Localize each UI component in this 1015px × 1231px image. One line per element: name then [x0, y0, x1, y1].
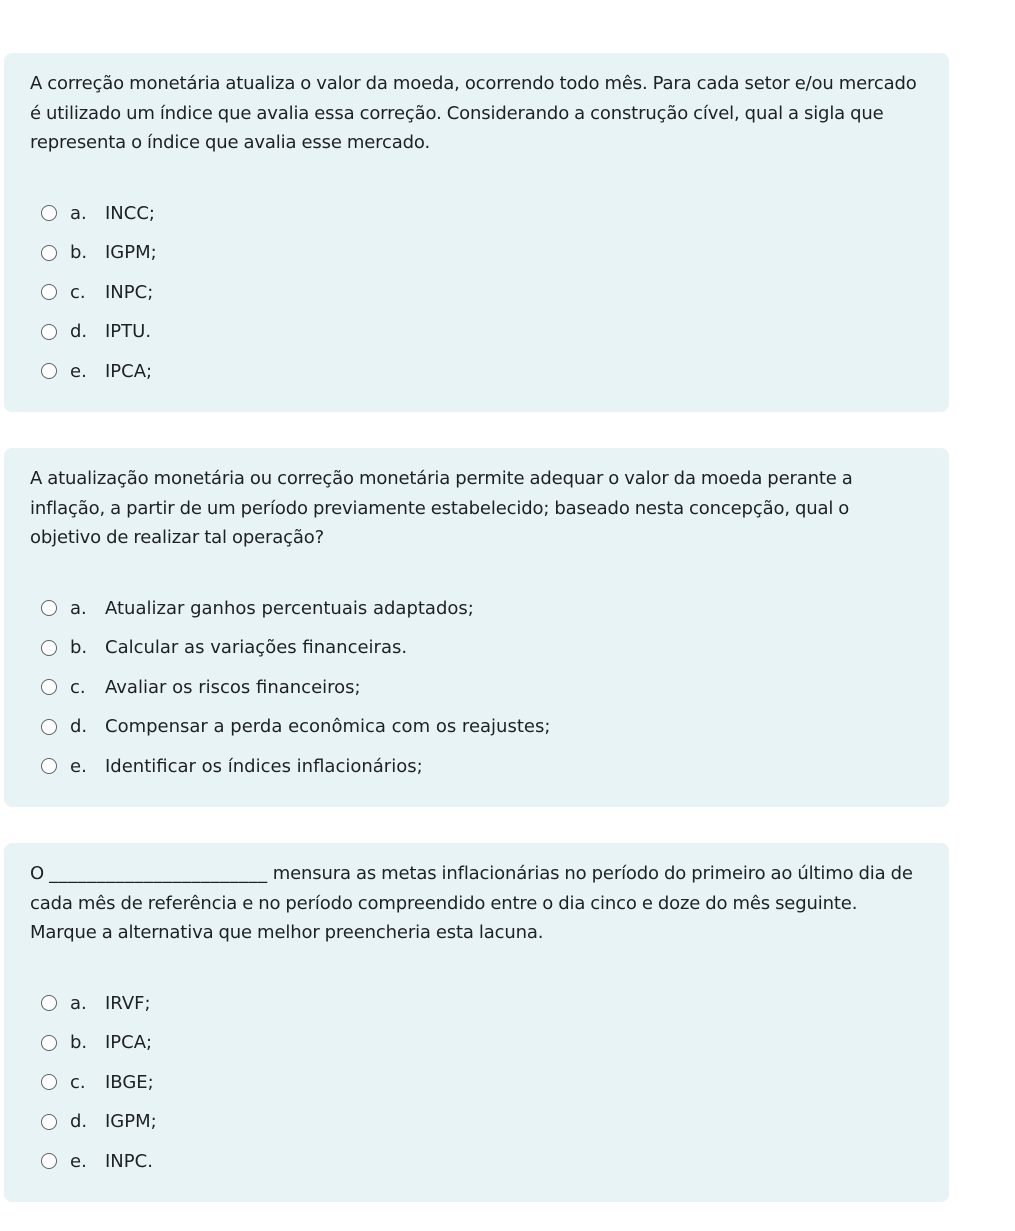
- radio-button[interactable]: [41, 1074, 57, 1090]
- radio-button[interactable]: [41, 640, 57, 656]
- option-letter: a.: [70, 597, 87, 619]
- answer-option-e[interactable]: [30, 747, 923, 787]
- answer-option-d[interactable]: [30, 1102, 923, 1142]
- question-card-1: [4, 53, 949, 412]
- question-card-3: [4, 843, 949, 1202]
- option-letter: a.: [70, 992, 87, 1014]
- radio-button[interactable]: [41, 284, 57, 300]
- radio-button[interactable]: [41, 245, 57, 261]
- radio-button[interactable]: [41, 1035, 57, 1051]
- option-label: Calcular as variações financeiras.: [105, 637, 408, 659]
- option-letter: b.: [70, 637, 88, 659]
- option-label: INPC.: [105, 1150, 153, 1172]
- option-letter: a.: [70, 202, 87, 224]
- answer-option-a[interactable]: [30, 194, 923, 234]
- radio-button[interactable]: [41, 600, 57, 616]
- option-label: IRVF;: [105, 992, 151, 1014]
- answer-option-b[interactable]: [30, 1023, 923, 1063]
- option-letter: c.: [70, 281, 86, 303]
- option-label: INPC;: [105, 281, 154, 303]
- answer-option-e[interactable]: [30, 1142, 923, 1182]
- option-letter: d.: [70, 321, 88, 343]
- option-label: Atualizar ganhos percentuais adaptados;: [105, 597, 474, 619]
- option-label: IGPM;: [105, 242, 157, 264]
- answer-option-a[interactable]: [30, 984, 923, 1024]
- option-label: Compensar a perda econômica com os reajustes;: [105, 716, 551, 738]
- answer-option-c[interactable]: [30, 273, 923, 313]
- radio-button[interactable]: [41, 1114, 57, 1130]
- option-label: Identificar os índices inflacionários;: [105, 755, 423, 777]
- option-letter: b.: [70, 242, 88, 264]
- answer-option-c[interactable]: [30, 668, 923, 708]
- fill-in-blank: _______________________: [49, 863, 268, 884]
- option-letter: e.: [70, 360, 87, 382]
- option-label: IGPM;: [105, 1111, 157, 1133]
- option-letter: c.: [70, 676, 86, 698]
- option-letter: e.: [70, 755, 87, 777]
- option-letter: c.: [70, 1071, 86, 1093]
- answer-option-b[interactable]: [30, 628, 923, 668]
- option-label: IPTU.: [105, 321, 152, 343]
- answer-list: [30, 194, 923, 392]
- answer-option-e[interactable]: [30, 352, 923, 392]
- question-text: A correção monetária atualiza o valor da moeda, ocorrendo todo mês. Para cada setor e/ou mercado é utilizado um índice que avalia essa correção. Considerando a construção cível, qual a sigla que representa o índice que avalia esse mercado.: [30, 73, 917, 153]
- question-prefix: O: [30, 863, 45, 884]
- answer-option-a[interactable]: [30, 589, 923, 629]
- answer-option-d[interactable]: [30, 312, 923, 352]
- option-letter: d.: [70, 1111, 88, 1133]
- question-rest: mensura as metas inflacionárias no período do primeiro ao último dia de cada mês de referência e no período compreendido entre o dia cinco e doze do mês seguinte. Marque a alternativa que melhor preencheria esta lacuna.: [30, 863, 913, 943]
- radio-button[interactable]: [41, 363, 57, 379]
- option-label: INCC;: [105, 202, 155, 224]
- option-label: IPCA;: [105, 1032, 153, 1054]
- question-text: [30, 859, 923, 948]
- answer-option-c[interactable]: [30, 1063, 923, 1103]
- option-letter: e.: [70, 1150, 87, 1172]
- answer-option-b[interactable]: [30, 233, 923, 273]
- option-label: IBGE;: [105, 1071, 154, 1093]
- question-text: A atualização monetária ou correção monetária permite adequar o valor da moeda perante a inflação, a partir de um período previamente estabelecido; baseado nesta concepção, qual o objetivo de realizar tal operação?: [30, 468, 853, 548]
- answer-option-d[interactable]: [30, 707, 923, 747]
- answer-list: [30, 984, 923, 1182]
- option-label: Avaliar os riscos financeiros;: [105, 676, 361, 698]
- radio-button[interactable]: [41, 995, 57, 1011]
- option-letter: b.: [70, 1032, 88, 1054]
- radio-button[interactable]: [41, 719, 57, 735]
- radio-button[interactable]: [41, 324, 57, 340]
- answer-list: [30, 589, 923, 787]
- option-letter: d.: [70, 716, 88, 738]
- radio-button[interactable]: [41, 1153, 57, 1169]
- radio-button[interactable]: [41, 205, 57, 221]
- radio-button[interactable]: [41, 679, 57, 695]
- question-card-2: [4, 448, 949, 807]
- radio-button[interactable]: [41, 758, 57, 774]
- option-label: IPCA;: [105, 360, 153, 382]
